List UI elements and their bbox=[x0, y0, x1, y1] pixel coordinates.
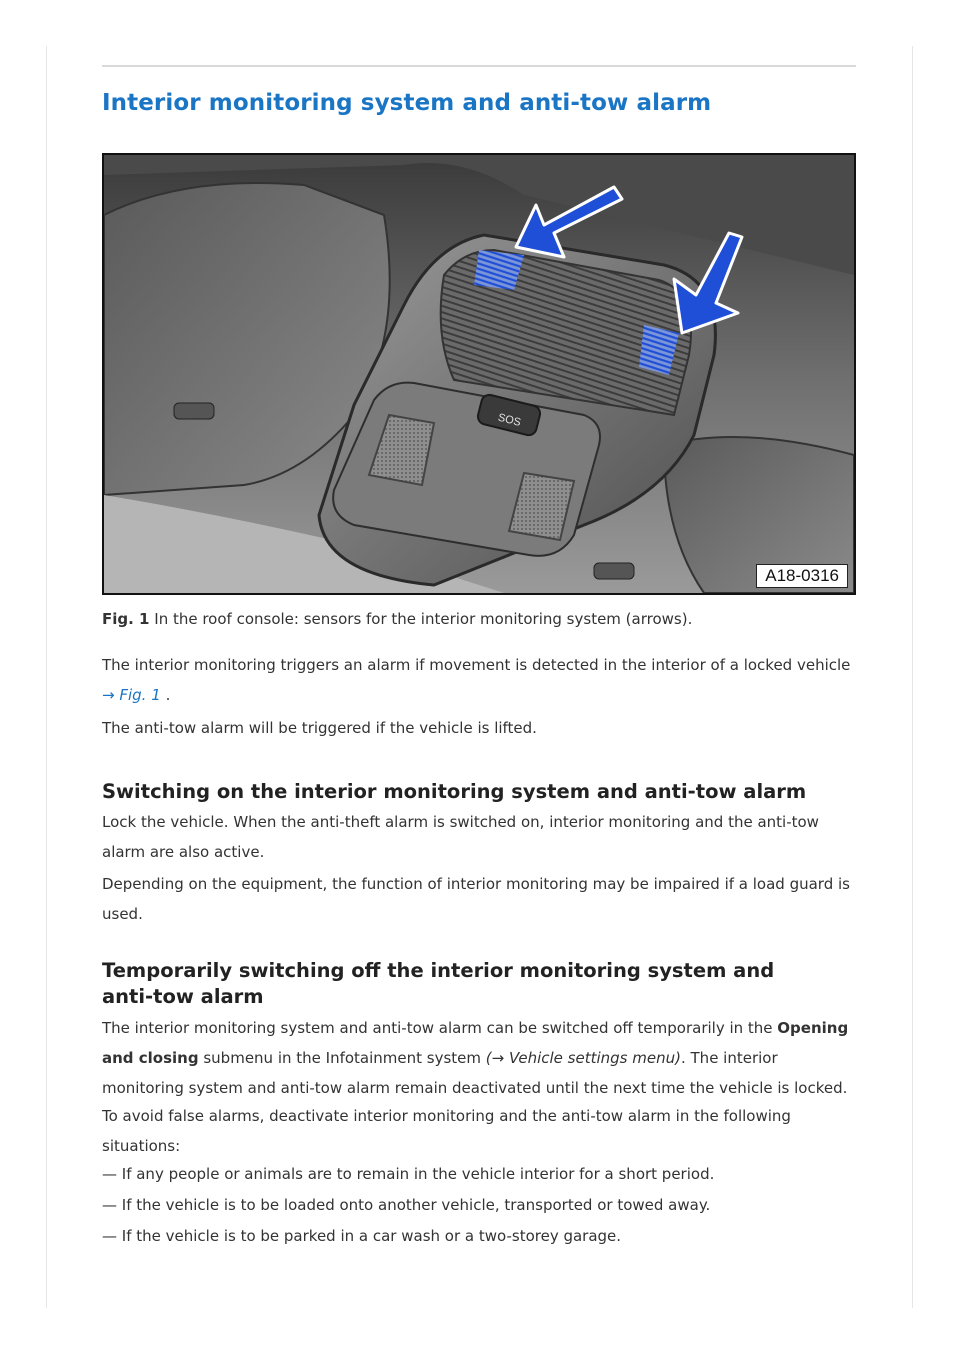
section-heading-switching-on: Switching on the interior monitoring system and anti-tow alarm bbox=[102, 780, 807, 803]
page-title: Interior monitoring system and anti-tow alarm bbox=[102, 90, 712, 116]
figure-code: A18-0316 bbox=[756, 564, 848, 588]
sos-label: SOS bbox=[496, 411, 523, 429]
left-margin-line bbox=[46, 46, 47, 1308]
vehicle-settings-menu-link[interactable]: (→ Vehicle settings menu) bbox=[485, 1049, 681, 1067]
right-margin-line bbox=[912, 46, 913, 1308]
figure-label: Fig. 1 bbox=[102, 610, 150, 628]
arrow-right-icon: → bbox=[102, 686, 115, 704]
section2-paragraph-2: To avoid false alarms, deactivate interior monitoring and the anti-tow alarm in the following situations: bbox=[102, 1107, 791, 1155]
list-item: — If the vehicle is to be parked in a car wash or a two-storey garage. bbox=[102, 1227, 622, 1245]
figure-caption bbox=[102, 604, 858, 634]
list-item: — If the vehicle is to be loaded onto another vehicle, transported or towed away. bbox=[102, 1196, 711, 1214]
anti-tow-paragraph: The anti-tow alarm will be triggered if the vehicle is lifted. bbox=[102, 719, 537, 737]
roof-console-figure bbox=[102, 153, 856, 595]
figure-reference-link[interactable]: → Fig. 1 bbox=[102, 686, 161, 704]
opening-and-closing-menu: Opening and closing bbox=[102, 1019, 849, 1067]
section-heading-temporarily-off: Temporarily switching off the interior monitoring system and anti-tow alarm bbox=[102, 959, 775, 1008]
section1-paragraph-1: Lock the vehicle. When the anti-theft alarm is switched on, interior monitoring and the anti-tow alarm are also active. bbox=[102, 813, 819, 861]
figure-caption-text: In the roof console: sensors for the interior monitoring system (arrows). bbox=[154, 610, 693, 628]
section1-paragraph-2: Depending on the equipment, the function of interior monitoring may be impaired if a load guard is used. bbox=[102, 875, 850, 923]
section2-paragraph-1: The interior monitoring system and anti-tow alarm can be switched off temporarily in the Opening and closing submenu in the Infotainment system (→ Vehicle settings menu). The interior monitoring system and anti-tow alarm remain deactivated until the next time the vehicle is locked. bbox=[102, 1019, 849, 1097]
list-item: — If any people or animals are to remain in the vehicle interior for a short period. bbox=[102, 1165, 715, 1183]
intro-text: The interior monitoring triggers an alarm if movement is detected in the interior of a locked vehicle bbox=[102, 656, 851, 674]
roof-console-illustration bbox=[104, 155, 854, 593]
intro-paragraph: The interior monitoring triggers an alarm if movement is detected in the interior of a locked vehicle → Fig. 1 . bbox=[102, 656, 851, 704]
top-rule bbox=[102, 65, 856, 67]
